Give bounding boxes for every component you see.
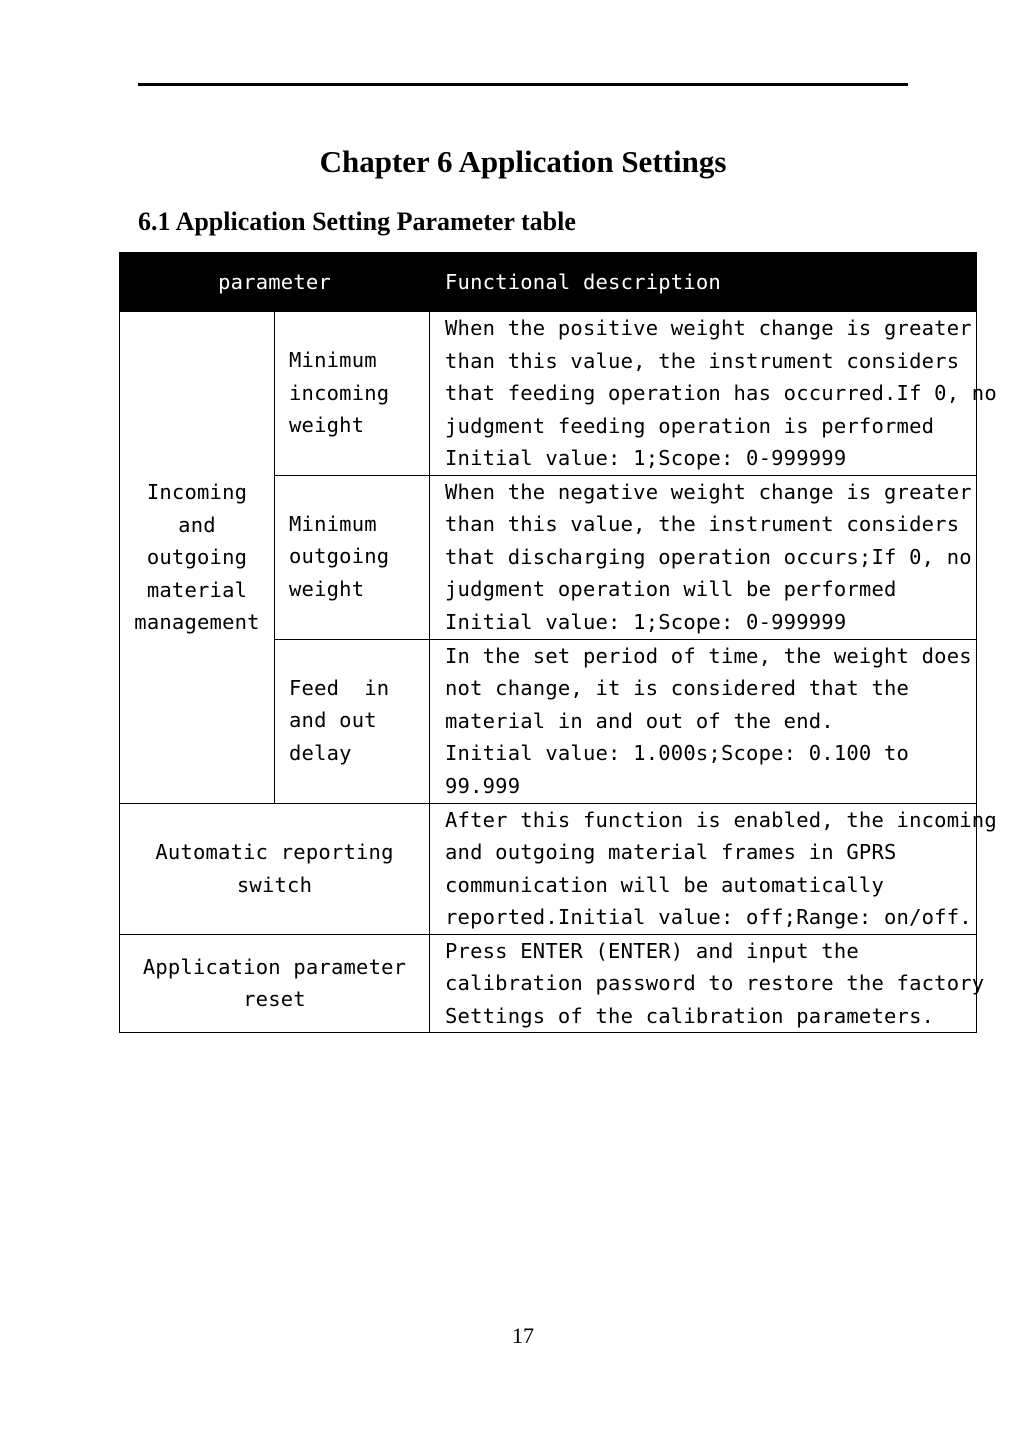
page-number: 17 [512,1323,534,1348]
param-name-line: switch [236,872,313,897]
param-name-line: reset [243,987,306,1012]
param-name-line: Automatic reporting [155,840,394,864]
param-description-cell [430,803,997,934]
section-title: 6.1 Application Setting Parameter table [138,207,576,236]
description-line: that feeding operation has occurred.If 0, no [445,381,997,405]
param-description-cell [430,312,997,476]
header-parameter: parameter [120,253,430,312]
description-line: material in and out of the end. [445,708,834,733]
table-row [120,803,977,934]
param-name-cell [120,934,430,1033]
param-description-cell [430,934,985,1033]
description-line: reported.Initial value: off;Range: on/off. [445,905,972,929]
header-rule [138,83,908,86]
description-line: Settings of the calibration parameters. [445,1003,935,1028]
description-line: In the set period of time, the weight does [445,643,972,668]
description-line: than this value, the instrument considers [445,512,960,537]
param-name-cell [275,639,430,803]
description-line: When the positive weight change is greater [445,316,972,340]
description-line: not change, it is considered that the [445,676,910,701]
header-functional-description: Functional description [430,253,977,312]
description-line: calibration password to restore the factory [445,971,985,995]
chapter-title: Chapter 6 Application Settings [319,144,727,179]
parameter-table [119,252,997,1033]
param-name-line: delay [289,740,352,765]
description-line: judgment operation will be performed [445,577,897,602]
description-line: than this value, the instrument considers [445,348,960,373]
table-row [120,312,977,476]
table-header-row [120,253,977,312]
description-line: judgment feeding operation is performed [445,413,935,438]
description-line: After this function is enabled, the incoming [445,807,997,832]
param-description-cell [430,639,977,803]
param-name-cell [275,475,430,639]
param-name-cell [120,803,430,934]
group-label-line: Incoming [146,480,248,504]
param-name-line: outgoing [289,544,390,568]
description-line: Initial value: 1;Scope: 0-999999 [445,446,847,470]
description-line: Initial value: 1;Scope: 0-999999 [445,609,847,634]
param-name-line: Feed in [289,675,390,700]
description-line: Press ENTER (ENTER) and input the [445,938,859,963]
param-name-line: weight [289,413,365,437]
group-label-line: and [178,512,216,537]
param-description-cell [430,475,977,639]
param-name-line: Minimum [289,348,377,372]
description-line: that discharging operation occurs;If 0, no [445,544,972,569]
description-line: 99.999 [445,773,521,798]
group-label-line: outgoing [146,545,248,569]
param-name-line: weight [289,576,365,601]
description-line: communication will be automatically [445,872,884,897]
group-label-cell [120,312,275,804]
param-name-cell [275,312,430,476]
param-name-line: incoming [289,380,390,405]
table-row [120,934,977,1033]
description-line: When the negative weight change is greater [445,479,972,504]
group-label-line: management [134,610,260,634]
param-name-line: Minimum [289,511,377,536]
description-line: Initial value: 1.000s;Scope: 0.100 to [445,741,910,766]
param-name-line: and out [289,708,377,732]
description-line: and outgoing material frames in GPRS [445,840,897,864]
param-name-line: Application parameter [142,954,407,979]
group-label-line: material [146,577,248,602]
